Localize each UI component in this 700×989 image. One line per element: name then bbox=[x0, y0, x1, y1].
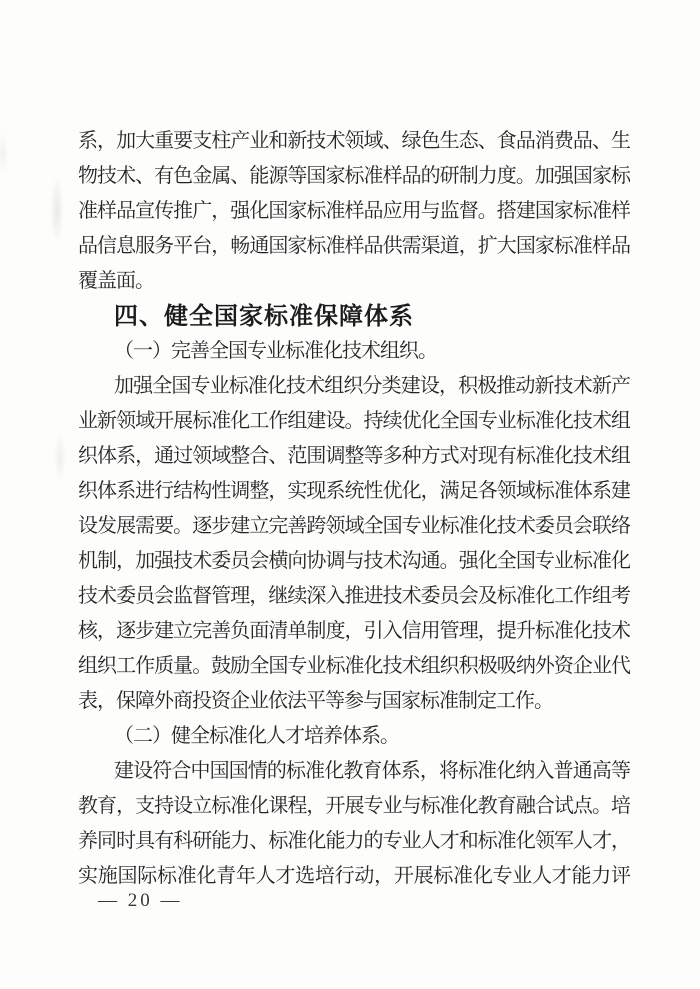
body-line: 系，加大重要支柱产业和新技术领域、绿色生态、食品消费品、生 bbox=[78, 130, 630, 152]
body-line: 织体系进行结构性调整，实现系统性优化，满足各领域标准体系建 bbox=[78, 480, 630, 502]
body-line: 准样品宣传推广，强化国家标准样品应用与监督。搭建国家标准样 bbox=[78, 200, 630, 222]
scan-smudge bbox=[54, 430, 66, 485]
body-line: 养同时具有科研能力、标准化能力的专业人才和标准化领军人才， bbox=[78, 830, 630, 852]
scan-smudge bbox=[50, 175, 64, 245]
body-line: 设发展需要。逐步建立完善跨领域全国专业标准化技术委员会联络 bbox=[78, 515, 630, 537]
body-line: 业新领域开展标准化工作组建设。持续优化全国专业标准化技术组 bbox=[78, 410, 630, 432]
section-heading: 四、健全国家标准保障体系 bbox=[114, 303, 414, 330]
body-line: 机制，加强技术委员会横向协调与技术沟通。强化全国专业标准化 bbox=[78, 550, 630, 572]
body-line: 品信息服务平台，畅通国家标准样品供需渠道，扩大国家标准样品 bbox=[78, 235, 630, 257]
body-line: 表，保障外商投资企业依法平等参与国家标准制定工作。 bbox=[78, 690, 553, 712]
body-line: 教育，支持设立标准化课程，开展专业与标准化教育融合试点。培 bbox=[78, 795, 630, 817]
body-line: 核，逐步建立完善负面清单制度，引入信用管理，提升标准化技术 bbox=[78, 620, 630, 642]
body-line: 织体系，通过领域整合、范围调整等多种方式对现有标准化技术组 bbox=[78, 445, 630, 467]
page-number: — 20 — bbox=[98, 890, 183, 911]
document-body bbox=[78, 124, 630, 894]
body-line: 建设符合中国国情的标准化教育体系，将标准化纳入普通高等 bbox=[114, 760, 630, 782]
subsection-heading: （一）完善全国专业标准化技术组织。 bbox=[114, 340, 437, 362]
body-line: 物技术、有色金属、能源等国家标准样品的研制力度。加强国家标 bbox=[78, 165, 630, 187]
body-line: 实施国际标准化青年人才选培行动，开展标准化专业人才能力评 bbox=[78, 865, 630, 887]
subsection-heading: （二）健全标准化人才培养体系。 bbox=[114, 725, 399, 747]
body-line: 组织工作质量。鼓励全国专业标准化技术组织积极吸纳外资企业代 bbox=[78, 655, 630, 677]
body-line: 覆盖面。 bbox=[78, 270, 154, 292]
scan-smudge bbox=[0, 130, 8, 175]
body-line: 技术委员会监督管理，继续深入推进技术委员会及标准化工作组考 bbox=[78, 585, 630, 607]
body-line: 加强全国专业标准化技术组织分类建设，积极推动新技术新产 bbox=[114, 375, 630, 397]
